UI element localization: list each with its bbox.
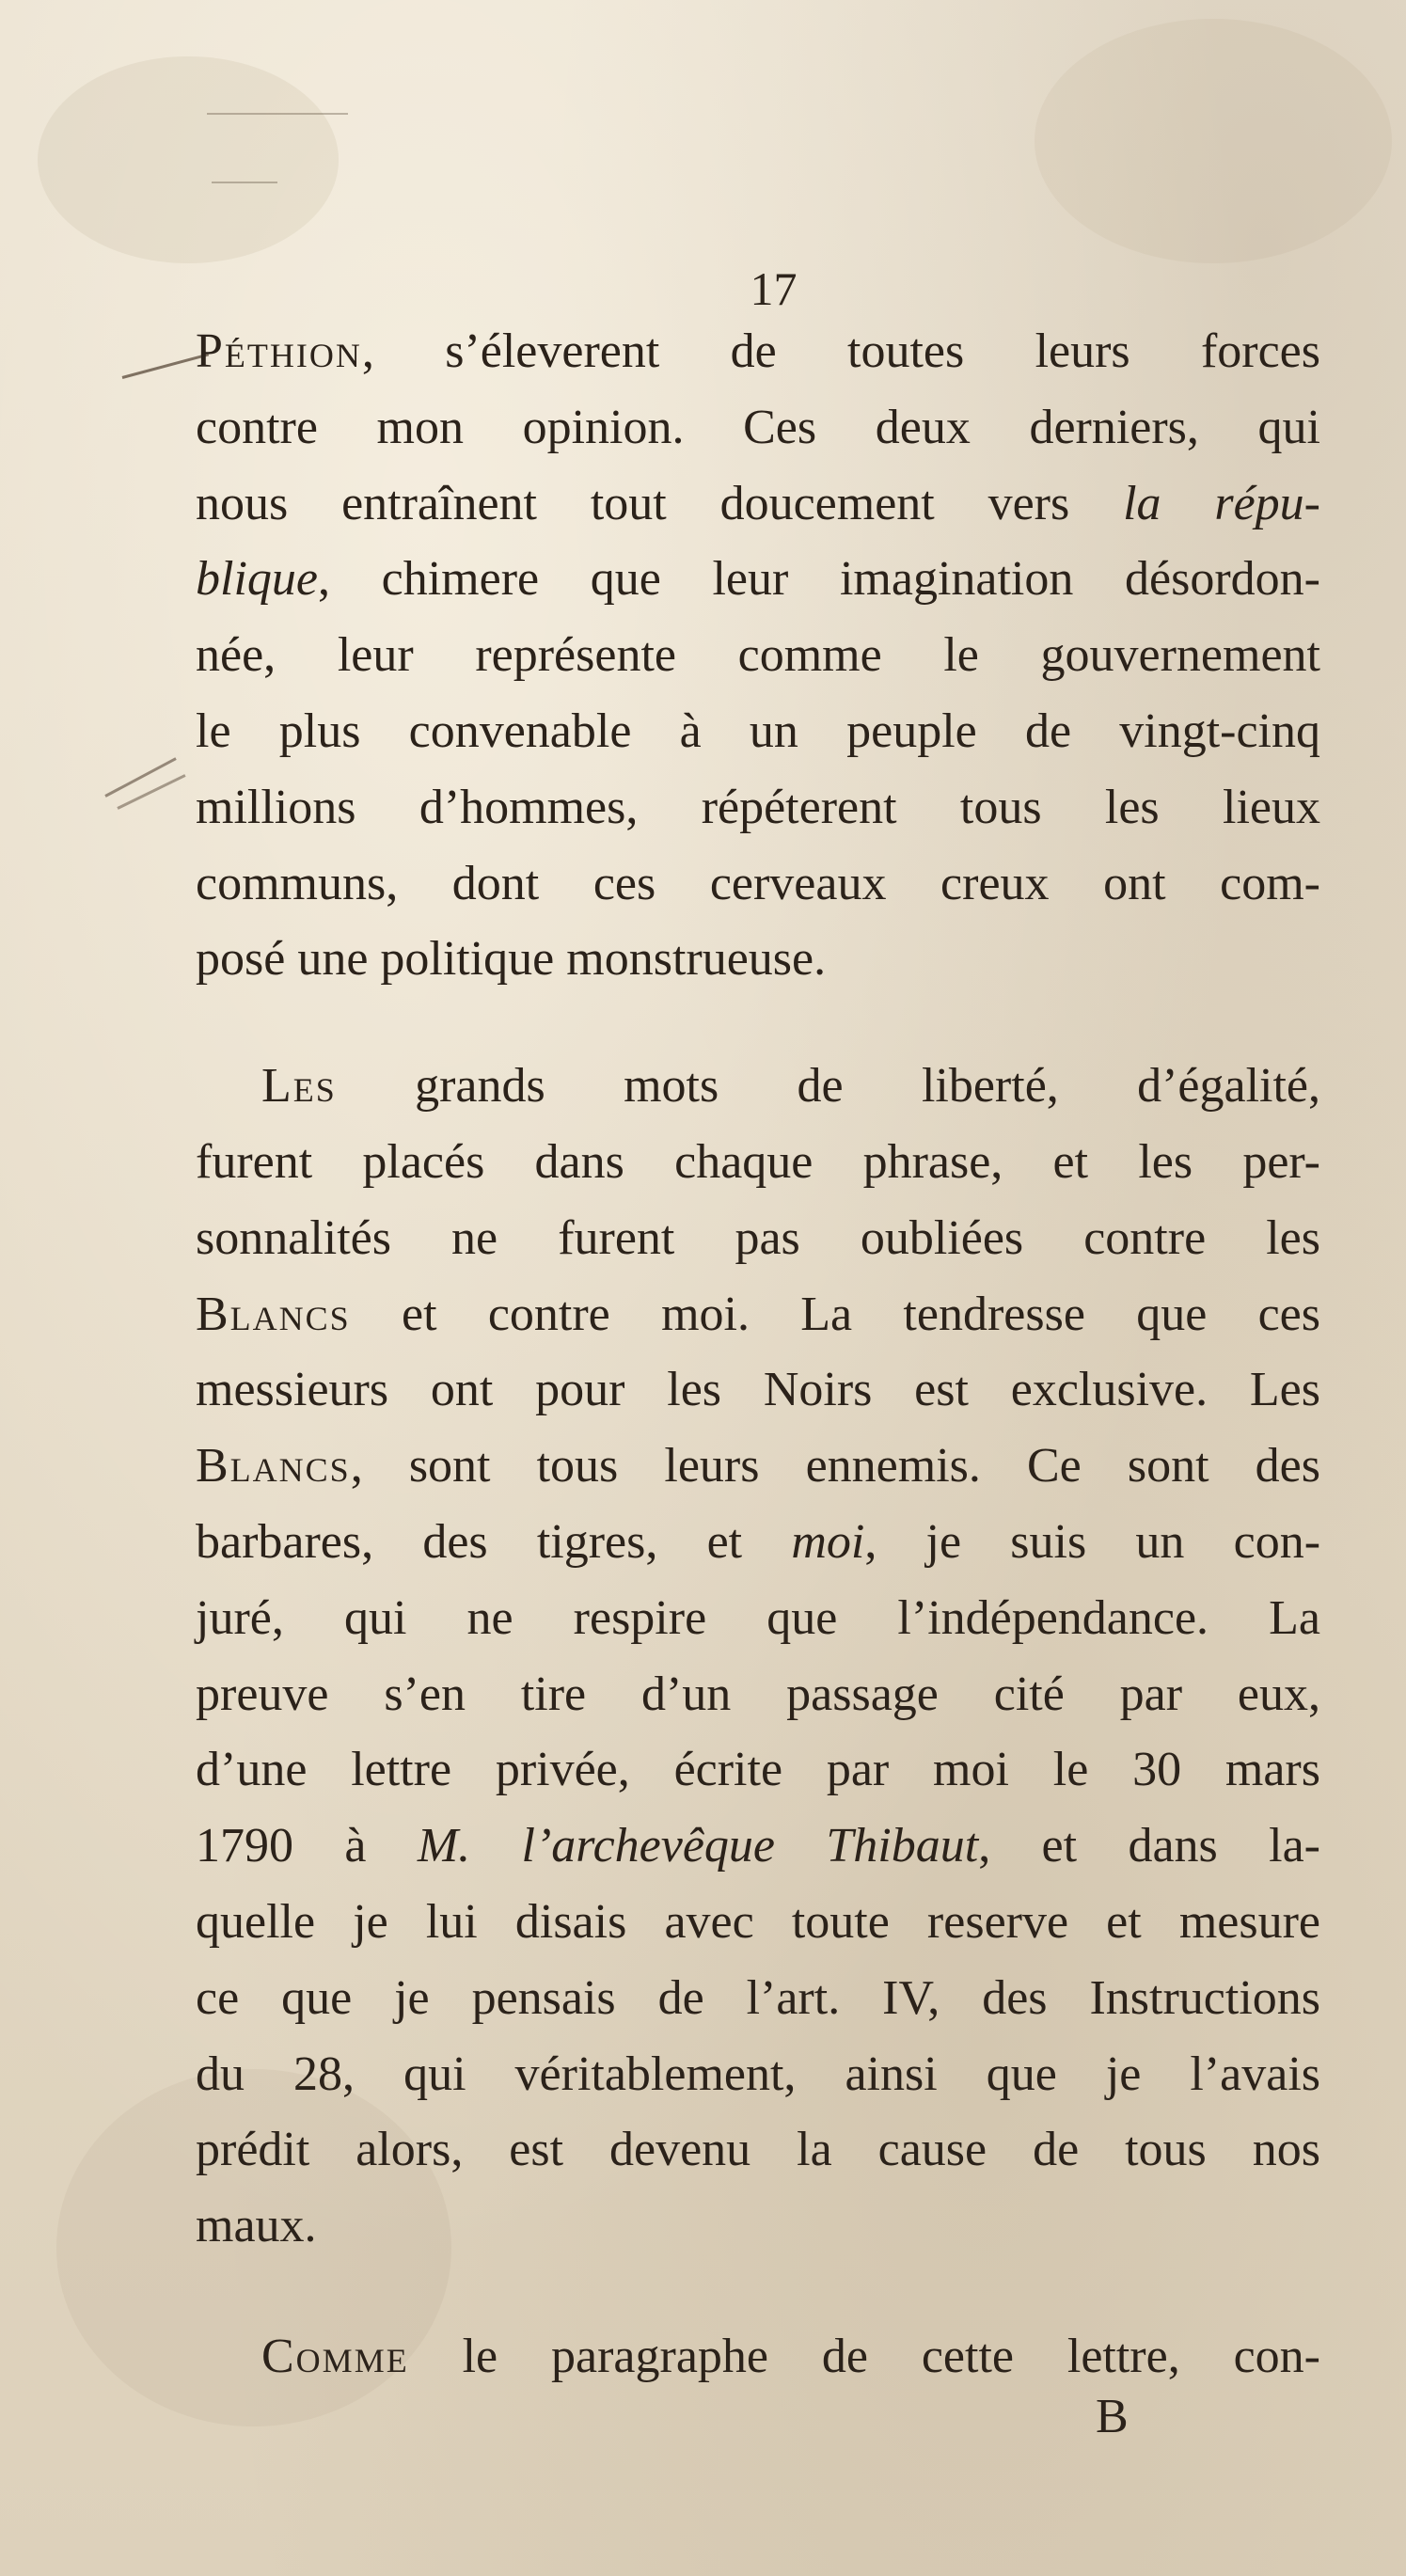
ink-mark [212, 182, 277, 183]
text-line: contre mon opinion. Ces deux derniers, qui [196, 400, 1320, 454]
signature-mark: B [1096, 2390, 1129, 2443]
text-line: Les grands mots de liberté, d’égalité, [261, 1059, 1320, 1114]
text-line: blique, chimere que leur imagination désordon- [196, 552, 1320, 607]
page-number: 17 [750, 262, 798, 315]
pen-stroke-mark [117, 774, 185, 810]
text-line: sonnalités ne furent pas oubliées contre les [196, 1210, 1320, 1265]
text-line: furent placés dans chaque phrase, et les per- [196, 1134, 1320, 1189]
paper-stain [38, 56, 339, 263]
text-line: le plus convenable à un peuple de vingt-cinq [196, 703, 1320, 758]
text-line: nous entraînent tout doucement vers la répu- [196, 476, 1320, 530]
paragraph-3 [196, 2319, 1320, 2395]
text-line: quelle je lui disais avec toute reserve et mesure [196, 1894, 1320, 1949]
text-line: preuve s’en tire d’un passage cité par eux, [196, 1667, 1320, 1721]
text-line: millions d’hommes, répéterent tous les lieux [196, 780, 1320, 834]
text-line: Blancs et contre moi. La tendresse que ces [196, 1287, 1320, 1341]
text-line: juré, qui ne respire que l’indépendance. La [196, 1590, 1320, 1645]
text-line: du 28, qui véritablement, ainsi que je l’avais [196, 2047, 1320, 2101]
paper-stain [1035, 19, 1392, 263]
text-line: Blancs, sont tous leurs ennemis. Ce sont des [196, 1439, 1320, 1493]
text-line: posé une politique monstrueuse. [196, 932, 827, 987]
text-line: prédit alors, est devenu la cause de tous nos [196, 2123, 1320, 2177]
ink-mark [207, 113, 348, 115]
text-line: barbares, des tigres, et moi, je suis un con- [196, 1514, 1321, 1569]
text-line: née, leur représente comme le gouvernement [196, 628, 1320, 683]
text-line: d’une lettre privée, écrite par moi le 30 mars [196, 1743, 1320, 1797]
paragraph-1 [196, 314, 1320, 998]
text-line: maux. [196, 2199, 317, 2253]
body-text [196, 314, 1320, 2395]
text-line: communs, dont ces cerveaux creux ont com- [196, 856, 1320, 910]
text-line: 1790 à M. l’archevêque Thibaut, et dans la- [196, 1819, 1320, 1873]
text-line: Comme le paragraphe de cette lettre, con- [261, 2329, 1320, 2383]
text-line: Péthion, s’éleverent de toutes leurs forces [196, 324, 1320, 378]
pen-stroke-mark [104, 757, 176, 798]
text-line: messieurs ont pour les Noirs est exclusive. Les [196, 1363, 1320, 1417]
paragraph-2 [196, 1049, 1320, 2265]
text-line: ce que je pensais de l’art. IV, des Instructions [196, 1970, 1320, 2025]
